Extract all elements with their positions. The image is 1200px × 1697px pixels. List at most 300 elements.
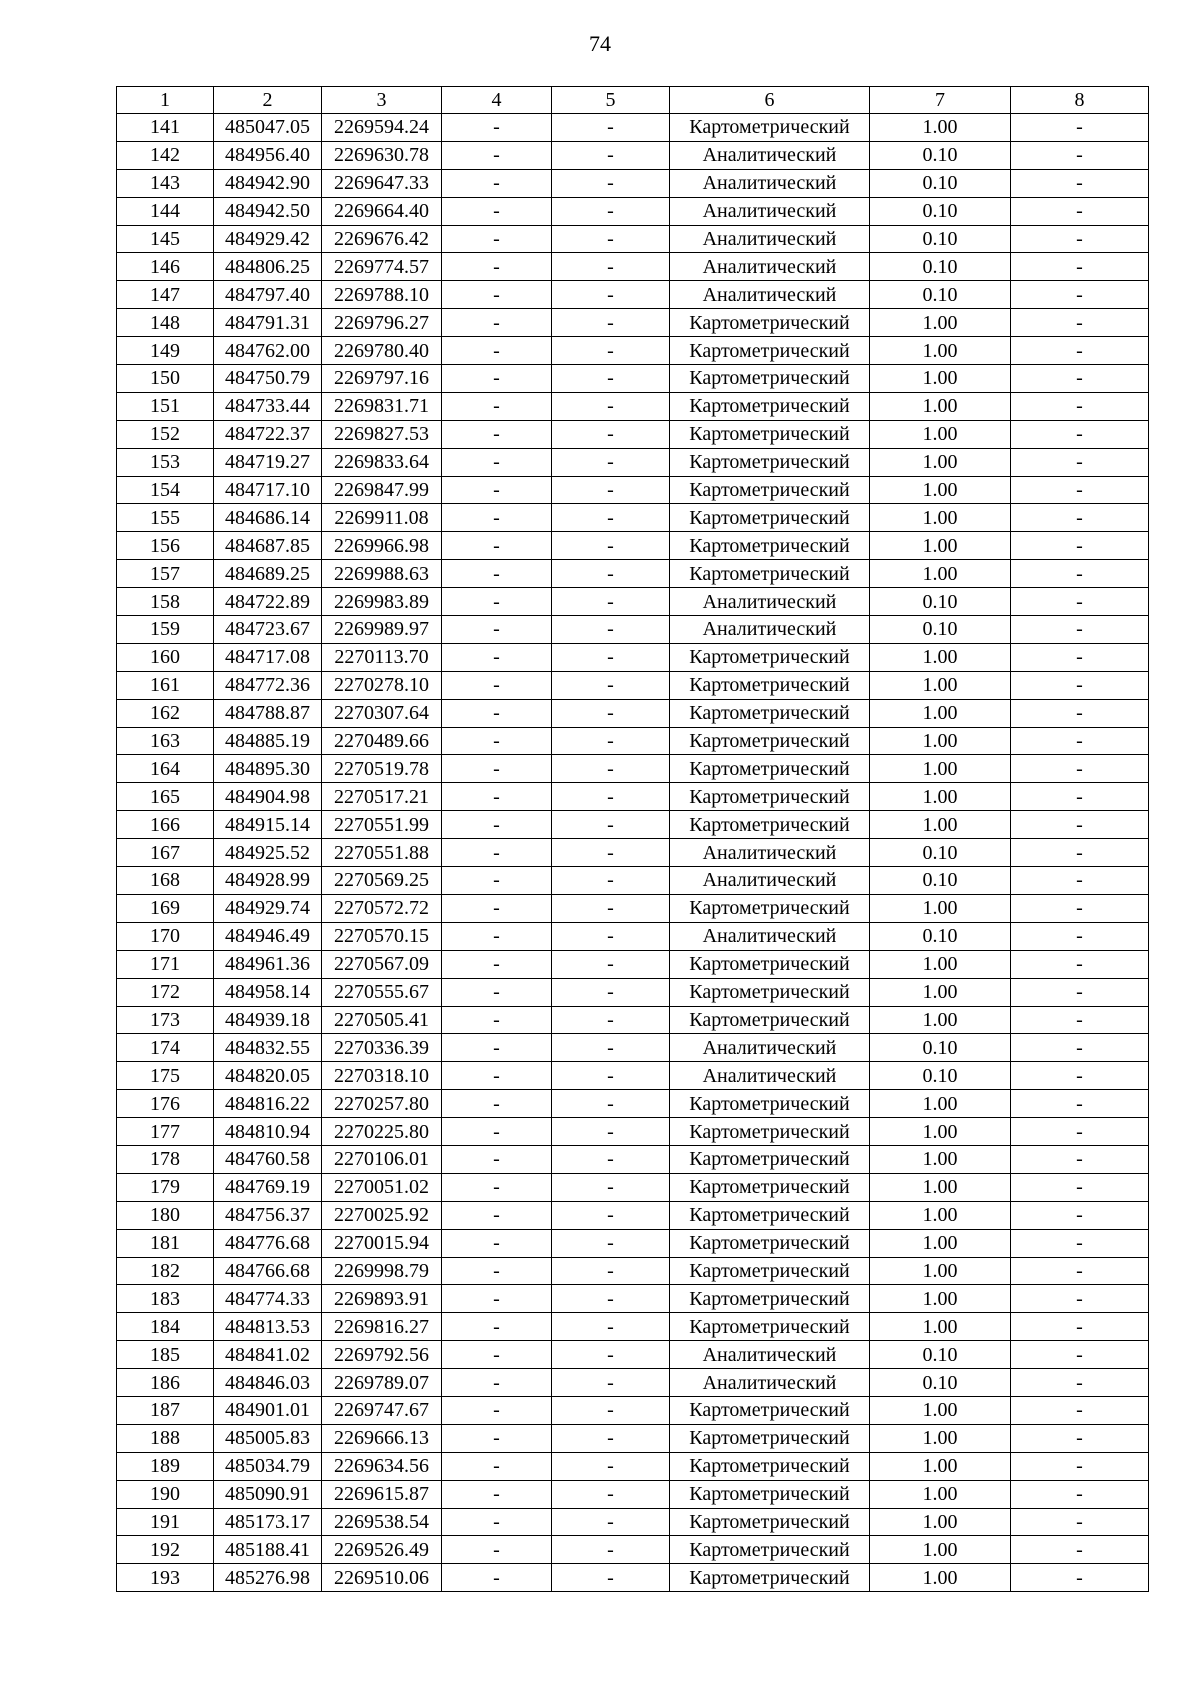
table-row — [117, 141, 1149, 169]
column-4-cell: - — [442, 1173, 552, 1201]
y-coordinate-cell: 2270572.72 — [322, 894, 442, 922]
column-8-cell: - — [1011, 1062, 1149, 1090]
y-coordinate-cell: 2269831.71 — [322, 392, 442, 420]
accuracy-cell: 0.10 — [870, 253, 1011, 281]
column-8-cell: - — [1011, 225, 1149, 253]
column-4-cell: - — [442, 1508, 552, 1536]
y-coordinate-cell: 2269664.40 — [322, 197, 442, 225]
y-coordinate-cell: 2269911.08 — [322, 504, 442, 532]
column-5-cell: - — [552, 1201, 670, 1229]
y-coordinate-cell: 2269676.42 — [322, 225, 442, 253]
x-coordinate-cell: 484717.08 — [214, 643, 322, 671]
method-cell: Картометрический — [670, 309, 870, 337]
table-row — [117, 420, 1149, 448]
x-coordinate-cell: 484820.05 — [214, 1062, 322, 1090]
point-number-cell: 144 — [117, 197, 214, 225]
method-cell: Картометрический — [670, 1285, 870, 1313]
point-number-cell: 173 — [117, 1006, 214, 1034]
column-5-cell: - — [552, 448, 670, 476]
y-coordinate-cell: 2269847.99 — [322, 476, 442, 504]
method-cell: Картометрический — [670, 1564, 870, 1592]
column-4-cell: - — [442, 643, 552, 671]
column-8-cell: - — [1011, 1006, 1149, 1034]
point-number-cell: 146 — [117, 253, 214, 281]
column-8-cell: - — [1011, 811, 1149, 839]
y-coordinate-cell: 2269630.78 — [322, 141, 442, 169]
table-row — [117, 1396, 1149, 1424]
column-5-cell: - — [552, 114, 670, 142]
column-5-cell: - — [552, 1536, 670, 1564]
table-row — [117, 1536, 1149, 1564]
method-cell: Аналитический — [670, 253, 870, 281]
table-row — [117, 811, 1149, 839]
table-row — [117, 476, 1149, 504]
method-cell: Аналитический — [670, 1034, 870, 1062]
accuracy-cell: 1.00 — [870, 1536, 1011, 1564]
x-coordinate-cell: 484925.52 — [214, 839, 322, 867]
table-row — [117, 727, 1149, 755]
column-4-cell: - — [442, 141, 552, 169]
column-8-cell: - — [1011, 1369, 1149, 1397]
column-4-cell: - — [442, 1090, 552, 1118]
column-5-cell: - — [552, 1090, 670, 1118]
y-coordinate-cell: 2269788.10 — [322, 281, 442, 309]
x-coordinate-cell: 484942.50 — [214, 197, 322, 225]
column-8-cell: - — [1011, 1452, 1149, 1480]
column-header: 4 — [442, 87, 552, 114]
table-row — [117, 1452, 1149, 1480]
y-coordinate-cell: 2270517.21 — [322, 783, 442, 811]
method-cell: Картометрический — [670, 1118, 870, 1146]
x-coordinate-cell: 484722.89 — [214, 588, 322, 616]
column-4-cell: - — [442, 727, 552, 755]
column-5-cell: - — [552, 1145, 670, 1173]
y-coordinate-cell: 2269988.63 — [322, 560, 442, 588]
accuracy-cell: 1.00 — [870, 727, 1011, 755]
column-5-cell: - — [552, 281, 670, 309]
table-row — [117, 253, 1149, 281]
y-coordinate-cell: 2270025.92 — [322, 1201, 442, 1229]
method-cell: Картометрический — [670, 1508, 870, 1536]
column-8-cell: - — [1011, 392, 1149, 420]
point-number-cell: 172 — [117, 978, 214, 1006]
y-coordinate-cell: 2269966.98 — [322, 532, 442, 560]
table-row — [117, 1034, 1149, 1062]
column-8-cell: - — [1011, 476, 1149, 504]
y-coordinate-cell: 2269983.89 — [322, 588, 442, 616]
column-4-cell: - — [442, 1034, 552, 1062]
method-cell: Картометрический — [670, 337, 870, 365]
column-4-cell: - — [442, 867, 552, 895]
method-cell: Картометрический — [670, 1536, 870, 1564]
method-cell: Картометрический — [670, 1452, 870, 1480]
table-row — [117, 783, 1149, 811]
table-body — [117, 114, 1149, 1592]
y-coordinate-cell: 2270015.94 — [322, 1229, 442, 1257]
column-5-cell: - — [552, 365, 670, 393]
point-number-cell: 185 — [117, 1341, 214, 1369]
method-cell: Аналитический — [670, 169, 870, 197]
method-cell: Картометрический — [670, 783, 870, 811]
column-5-cell: - — [552, 1257, 670, 1285]
accuracy-cell: 0.10 — [870, 281, 1011, 309]
method-cell: Картометрический — [670, 504, 870, 532]
y-coordinate-cell: 2269666.13 — [322, 1424, 442, 1452]
accuracy-cell: 1.00 — [870, 392, 1011, 420]
table-row — [117, 950, 1149, 978]
accuracy-cell: 1.00 — [870, 1285, 1011, 1313]
table-row — [117, 560, 1149, 588]
point-number-cell: 164 — [117, 755, 214, 783]
table-row — [117, 281, 1149, 309]
point-number-cell: 151 — [117, 392, 214, 420]
point-number-cell: 167 — [117, 839, 214, 867]
y-coordinate-cell: 2270489.66 — [322, 727, 442, 755]
column-4-cell: - — [442, 365, 552, 393]
column-8-cell: - — [1011, 281, 1149, 309]
column-8-cell: - — [1011, 839, 1149, 867]
column-5-cell: - — [552, 894, 670, 922]
accuracy-cell: 0.10 — [870, 141, 1011, 169]
method-cell: Аналитический — [670, 839, 870, 867]
y-coordinate-cell: 2270113.70 — [322, 643, 442, 671]
x-coordinate-cell: 484797.40 — [214, 281, 322, 309]
method-cell: Картометрический — [670, 1396, 870, 1424]
accuracy-cell: 1.00 — [870, 755, 1011, 783]
method-cell: Картометрический — [670, 978, 870, 1006]
table-row — [117, 839, 1149, 867]
accuracy-cell: 1.00 — [870, 1508, 1011, 1536]
x-coordinate-cell: 485276.98 — [214, 1564, 322, 1592]
column-8-cell: - — [1011, 337, 1149, 365]
x-coordinate-cell: 484929.42 — [214, 225, 322, 253]
x-coordinate-cell: 484946.49 — [214, 922, 322, 950]
point-number-cell: 184 — [117, 1313, 214, 1341]
column-8-cell: - — [1011, 1424, 1149, 1452]
column-4-cell: - — [442, 616, 552, 644]
method-cell: Картометрический — [670, 1201, 870, 1229]
column-header: 3 — [322, 87, 442, 114]
column-8-cell: - — [1011, 420, 1149, 448]
y-coordinate-cell: 2270551.88 — [322, 839, 442, 867]
column-4-cell: - — [442, 1145, 552, 1173]
accuracy-cell: 0.10 — [870, 1034, 1011, 1062]
x-coordinate-cell: 484719.27 — [214, 448, 322, 476]
page-number: 74 — [589, 31, 611, 56]
x-coordinate-cell: 484885.19 — [214, 727, 322, 755]
point-number-cell: 158 — [117, 588, 214, 616]
accuracy-cell: 1.00 — [870, 978, 1011, 1006]
method-cell: Аналитический — [670, 281, 870, 309]
x-coordinate-cell: 484939.18 — [214, 1006, 322, 1034]
column-5-cell: - — [552, 1452, 670, 1480]
x-coordinate-cell: 484769.19 — [214, 1173, 322, 1201]
column-5-cell: - — [552, 1313, 670, 1341]
column-8-cell: - — [1011, 253, 1149, 281]
column-5-cell: - — [552, 420, 670, 448]
column-4-cell: - — [442, 894, 552, 922]
column-5-cell: - — [552, 1341, 670, 1369]
method-cell: Аналитический — [670, 141, 870, 169]
point-number-cell: 141 — [117, 114, 214, 142]
point-number-cell: 178 — [117, 1145, 214, 1173]
accuracy-cell: 1.00 — [870, 309, 1011, 337]
column-5-cell: - — [552, 867, 670, 895]
y-coordinate-cell: 2270307.64 — [322, 699, 442, 727]
column-4-cell: - — [442, 1118, 552, 1146]
table-row — [117, 894, 1149, 922]
column-4-cell: - — [442, 253, 552, 281]
column-5-cell: - — [552, 671, 670, 699]
table-row — [117, 1313, 1149, 1341]
column-8-cell: - — [1011, 643, 1149, 671]
x-coordinate-cell: 484760.58 — [214, 1145, 322, 1173]
point-number-cell: 159 — [117, 616, 214, 644]
point-number-cell: 168 — [117, 867, 214, 895]
accuracy-cell: 1.00 — [870, 643, 1011, 671]
column-5-cell: - — [552, 225, 670, 253]
y-coordinate-cell: 2270555.67 — [322, 978, 442, 1006]
column-header: 7 — [870, 87, 1011, 114]
x-coordinate-cell: 484915.14 — [214, 811, 322, 839]
accuracy-cell: 1.00 — [870, 699, 1011, 727]
column-4-cell: - — [442, 169, 552, 197]
column-5-cell: - — [552, 727, 670, 755]
method-cell: Картометрический — [670, 755, 870, 783]
point-number-cell: 156 — [117, 532, 214, 560]
column-4-cell: - — [442, 1536, 552, 1564]
table-row — [117, 1508, 1149, 1536]
table-row — [117, 1229, 1149, 1257]
method-cell: Картометрический — [670, 114, 870, 142]
column-8-cell: - — [1011, 1396, 1149, 1424]
method-cell: Картометрический — [670, 1173, 870, 1201]
method-cell: Картометрический — [670, 1145, 870, 1173]
column-4-cell: - — [442, 476, 552, 504]
y-coordinate-cell: 2270570.15 — [322, 922, 442, 950]
column-4-cell: - — [442, 197, 552, 225]
column-5-cell: - — [552, 1424, 670, 1452]
table-row — [117, 671, 1149, 699]
column-8-cell: - — [1011, 365, 1149, 393]
point-number-cell: 193 — [117, 1564, 214, 1592]
point-number-cell: 161 — [117, 671, 214, 699]
column-8-cell: - — [1011, 1285, 1149, 1313]
y-coordinate-cell: 2269538.54 — [322, 1508, 442, 1536]
accuracy-cell: 1.00 — [870, 1145, 1011, 1173]
method-cell: Картометрический — [670, 1313, 870, 1341]
column-4-cell: - — [442, 392, 552, 420]
point-number-cell: 180 — [117, 1201, 214, 1229]
accuracy-cell: 1.00 — [870, 560, 1011, 588]
point-number-cell: 183 — [117, 1285, 214, 1313]
y-coordinate-cell: 2269833.64 — [322, 448, 442, 476]
x-coordinate-cell: 484895.30 — [214, 755, 322, 783]
accuracy-cell: 1.00 — [870, 114, 1011, 142]
x-coordinate-cell: 484762.00 — [214, 337, 322, 365]
column-8-cell: - — [1011, 1257, 1149, 1285]
column-4-cell: - — [442, 114, 552, 142]
x-coordinate-cell: 484772.36 — [214, 671, 322, 699]
column-header: 5 — [552, 87, 670, 114]
method-cell: Картометрический — [670, 448, 870, 476]
column-4-cell: - — [442, 811, 552, 839]
method-cell: Картометрический — [670, 1090, 870, 1118]
column-4-cell: - — [442, 1062, 552, 1090]
accuracy-cell: 1.00 — [870, 894, 1011, 922]
column-5-cell: - — [552, 1480, 670, 1508]
column-5-cell: - — [552, 169, 670, 197]
column-4-cell: - — [442, 1424, 552, 1452]
table-row — [117, 337, 1149, 365]
point-number-cell: 149 — [117, 337, 214, 365]
x-coordinate-cell: 484846.03 — [214, 1369, 322, 1397]
point-number-cell: 174 — [117, 1034, 214, 1062]
y-coordinate-cell: 2269797.16 — [322, 365, 442, 393]
x-coordinate-cell: 484733.44 — [214, 392, 322, 420]
x-coordinate-cell: 485005.83 — [214, 1424, 322, 1452]
column-8-cell: - — [1011, 197, 1149, 225]
column-8-cell: - — [1011, 1536, 1149, 1564]
x-coordinate-cell: 484929.74 — [214, 894, 322, 922]
x-coordinate-cell: 484723.67 — [214, 616, 322, 644]
y-coordinate-cell: 2269796.27 — [322, 309, 442, 337]
table-row — [117, 1090, 1149, 1118]
y-coordinate-cell: 2269526.49 — [322, 1536, 442, 1564]
point-number-cell: 171 — [117, 950, 214, 978]
column-8-cell: - — [1011, 1201, 1149, 1229]
column-5-cell: - — [552, 922, 670, 950]
x-coordinate-cell: 484806.25 — [214, 253, 322, 281]
point-number-cell: 179 — [117, 1173, 214, 1201]
point-number-cell: 177 — [117, 1118, 214, 1146]
column-5-cell: - — [552, 504, 670, 532]
column-8-cell: - — [1011, 1229, 1149, 1257]
point-number-cell: 147 — [117, 281, 214, 309]
table-row — [117, 392, 1149, 420]
y-coordinate-cell: 2269774.57 — [322, 253, 442, 281]
column-4-cell: - — [442, 560, 552, 588]
table-row — [117, 1257, 1149, 1285]
x-coordinate-cell: 485047.05 — [214, 114, 322, 142]
column-8-cell: - — [1011, 616, 1149, 644]
y-coordinate-cell: 2270551.99 — [322, 811, 442, 839]
column-4-cell: - — [442, 1006, 552, 1034]
point-number-cell: 189 — [117, 1452, 214, 1480]
x-coordinate-cell: 484956.40 — [214, 141, 322, 169]
method-cell: Аналитический — [670, 1341, 870, 1369]
column-4-cell: - — [442, 839, 552, 867]
accuracy-cell: 1.00 — [870, 1173, 1011, 1201]
x-coordinate-cell: 484928.99 — [214, 867, 322, 895]
point-number-cell: 187 — [117, 1396, 214, 1424]
column-5-cell: - — [552, 141, 670, 169]
method-cell: Аналитический — [670, 1062, 870, 1090]
point-number-cell: 163 — [117, 727, 214, 755]
point-number-cell: 190 — [117, 1480, 214, 1508]
y-coordinate-cell: 2269634.56 — [322, 1452, 442, 1480]
accuracy-cell: 0.10 — [870, 839, 1011, 867]
accuracy-cell: 1.00 — [870, 504, 1011, 532]
column-5-cell: - — [552, 197, 670, 225]
x-coordinate-cell: 484776.68 — [214, 1229, 322, 1257]
method-cell: Картометрический — [670, 671, 870, 699]
accuracy-cell: 1.00 — [870, 783, 1011, 811]
column-5-cell: - — [552, 699, 670, 727]
y-coordinate-cell: 2270106.01 — [322, 1145, 442, 1173]
column-5-cell: - — [552, 1508, 670, 1536]
column-4-cell: - — [442, 420, 552, 448]
y-coordinate-cell: 2270519.78 — [322, 755, 442, 783]
column-5-cell: - — [552, 532, 670, 560]
accuracy-cell: 0.10 — [870, 197, 1011, 225]
y-coordinate-cell: 2269998.79 — [322, 1257, 442, 1285]
column-8-cell: - — [1011, 727, 1149, 755]
x-coordinate-cell: 484774.33 — [214, 1285, 322, 1313]
column-8-cell: - — [1011, 1034, 1149, 1062]
point-number-cell: 157 — [117, 560, 214, 588]
table-row — [117, 1201, 1149, 1229]
accuracy-cell: 1.00 — [870, 1006, 1011, 1034]
x-coordinate-cell: 484717.10 — [214, 476, 322, 504]
method-cell: Картометрический — [670, 476, 870, 504]
accuracy-cell: 1.00 — [870, 1480, 1011, 1508]
column-4-cell: - — [442, 309, 552, 337]
column-4-cell: - — [442, 1480, 552, 1508]
x-coordinate-cell: 485090.91 — [214, 1480, 322, 1508]
table-row — [117, 755, 1149, 783]
point-number-cell: 152 — [117, 420, 214, 448]
column-8-cell: - — [1011, 894, 1149, 922]
y-coordinate-cell: 2270225.80 — [322, 1118, 442, 1146]
table-row — [117, 1564, 1149, 1592]
column-4-cell: - — [442, 337, 552, 365]
column-5-cell: - — [552, 253, 670, 281]
column-header: 8 — [1011, 87, 1149, 114]
column-8-cell: - — [1011, 114, 1149, 142]
accuracy-cell: 0.10 — [870, 616, 1011, 644]
accuracy-cell: 1.00 — [870, 1452, 1011, 1480]
column-header: 6 — [670, 87, 870, 114]
column-8-cell: - — [1011, 1508, 1149, 1536]
column-8-cell: - — [1011, 755, 1149, 783]
column-4-cell: - — [442, 1257, 552, 1285]
method-cell: Аналитический — [670, 1369, 870, 1397]
table-row — [117, 1118, 1149, 1146]
x-coordinate-cell: 484766.68 — [214, 1257, 322, 1285]
column-8-cell: - — [1011, 699, 1149, 727]
table-row — [117, 365, 1149, 393]
column-4-cell: - — [442, 281, 552, 309]
method-cell: Аналитический — [670, 588, 870, 616]
column-5-cell: - — [552, 811, 670, 839]
column-4-cell: - — [442, 783, 552, 811]
point-number-cell: 181 — [117, 1229, 214, 1257]
table-row — [117, 1424, 1149, 1452]
x-coordinate-cell: 484810.94 — [214, 1118, 322, 1146]
column-5-cell: - — [552, 1173, 670, 1201]
method-cell: Аналитический — [670, 616, 870, 644]
column-5-cell: - — [552, 1396, 670, 1424]
point-number-cell: 182 — [117, 1257, 214, 1285]
point-number-cell: 188 — [117, 1424, 214, 1452]
table-row — [117, 114, 1149, 142]
column-8-cell: - — [1011, 1090, 1149, 1118]
point-number-cell: 143 — [117, 169, 214, 197]
x-coordinate-cell: 484791.31 — [214, 309, 322, 337]
method-cell: Аналитический — [670, 867, 870, 895]
accuracy-cell: 1.00 — [870, 1118, 1011, 1146]
